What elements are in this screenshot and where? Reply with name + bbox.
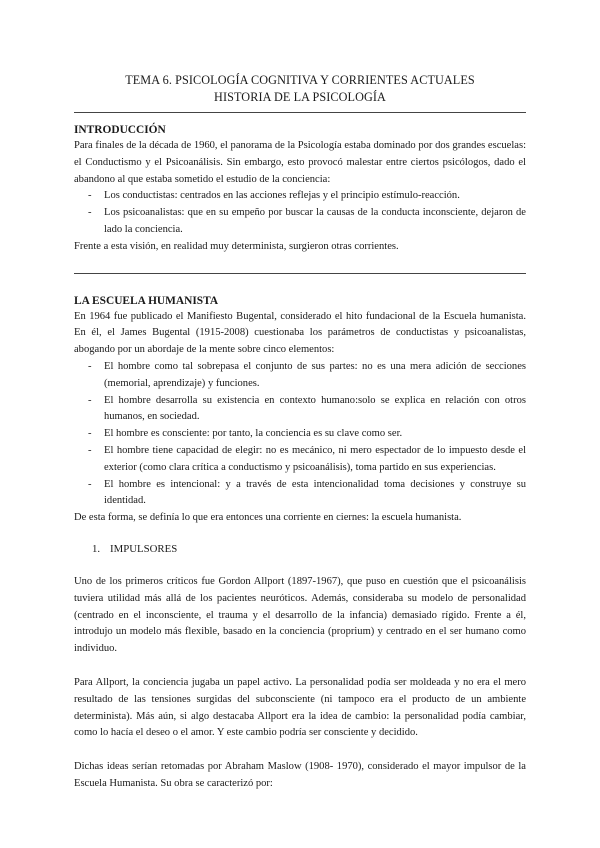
humanist-paragraph: En 1964 fue publicado el Manifiesto Bugental, considerado el hito fundacional de la Escuela humanista. En él, el James Bugental (1915-2008) cuestionaba los parámetros de conductistas y psicoanalistas, abogando por un abordaje de la mente sobre cinco elementos: <box>74 310 526 356</box>
intro-heading: INTRODUCCIÓN <box>74 124 166 136</box>
humanist-heading: LA ESCUELA HUMANISTA <box>74 294 219 307</box>
header-divider <box>74 112 526 113</box>
section-1-heading <box>74 541 526 557</box>
title-line-2: HISTORIA DE LA PSICOLOGÍA <box>214 90 386 104</box>
title-line-1: TEMA 6. PSICOLOGÍA COGNITIVA Y CORRIENTES ACTUALES <box>125 73 475 87</box>
humanist-list <box>74 359 526 510</box>
document-title <box>74 72 526 106</box>
section-1-title: IMPULSORES <box>110 542 178 555</box>
impulsores-paragraph-3: Dichas ideas serían retomadas por Abraham Maslow (1908- 1970), considerado el mayor impulsor de la Escuela Humanista. Su obra se caracterizó por: <box>74 761 526 789</box>
section-divider <box>74 273 526 274</box>
impulsores-paragraph-1: Uno de los primeros críticos fue Gordon Allport (1897-1967), que puso en cuestión que el psicoanálisis tuviera utilidad más allá de los pacientes neuróticos. Además, consideraba su modelo de personalidad (centrado en el inconsciente, el trauma y el desarrollo de la infancia) demasiado rígido. Frente a él, introdujo un modelo más flexible, basado en la conciencia (proprium) y centrado en el ser humano como individuo. <box>74 575 526 655</box>
list-item: - El hombre es consciente: por tanto, la conciencia es su clave como ser. <box>74 426 526 443</box>
impulsores-paragraph-2: Para Allport, la conciencia jugaba un papel activo. La personalidad podía ser moldeada y no era el mero resultado de las tensiones surgidas del subconsciente (ni tampoco era el producto de un ambiente determinista). Más aún, si algo destacaba Allport era la idea de cambio: la personalidad podía cambiar, como lo hacía el deseo o el amor. Y este cambio podría ser consciente y decidido. <box>74 676 526 739</box>
section-1-number: 1. <box>92 542 101 555</box>
list-item: - El hombre desarrolla su existencia en contexto humano:solo se explica en relación con otros humanos, en sociedad. <box>74 393 526 427</box>
humanist-closing: De esta forma, se definía lo que era entonces una corriente en ciernes: la escuela humanista. <box>74 512 462 524</box>
list-item: - El hombre tiene capacidad de elegir: no es mecánico, ni mero espectador de lo impuesto desde el exterior (como clara crítica a conductismo y psicoanálisis), toma partido en sus experiencias. <box>74 443 526 477</box>
list-item: - El hombre es intencional: y a través de esta intencionalidad toma decisiones y construye su identidad. <box>74 477 526 511</box>
intro-paragraph: Para finales de la década de 1960, el panorama de la Psicología estaba dominado por dos grandes escuelas: el Conductismo y el Psicoanálisis. Sin embargo, esto provocó malestar entre ciertos psicólogos, dado el abandono al que estaba sometido el estudio de la conciencia: <box>74 140 526 185</box>
list-item: - Los psicoanalistas: que en su empeño por buscar la causas de la conducta inconsciente, dejaron de lado la conciencia. <box>74 205 526 239</box>
list-item: - Los conductistas: centrados en las acciones reflejas y el principio estímulo-reacción. <box>74 188 526 205</box>
list-item: - El hombre como tal sobrepasa el conjunto de sus partes: no es una mera adición de secciones (memorial, aprendizaje) y funciones. <box>74 359 526 393</box>
intro-list <box>74 188 526 238</box>
intro-closing: Frente a esta visión, en realidad muy determinista, surgieron otras corrientes. <box>74 240 399 252</box>
